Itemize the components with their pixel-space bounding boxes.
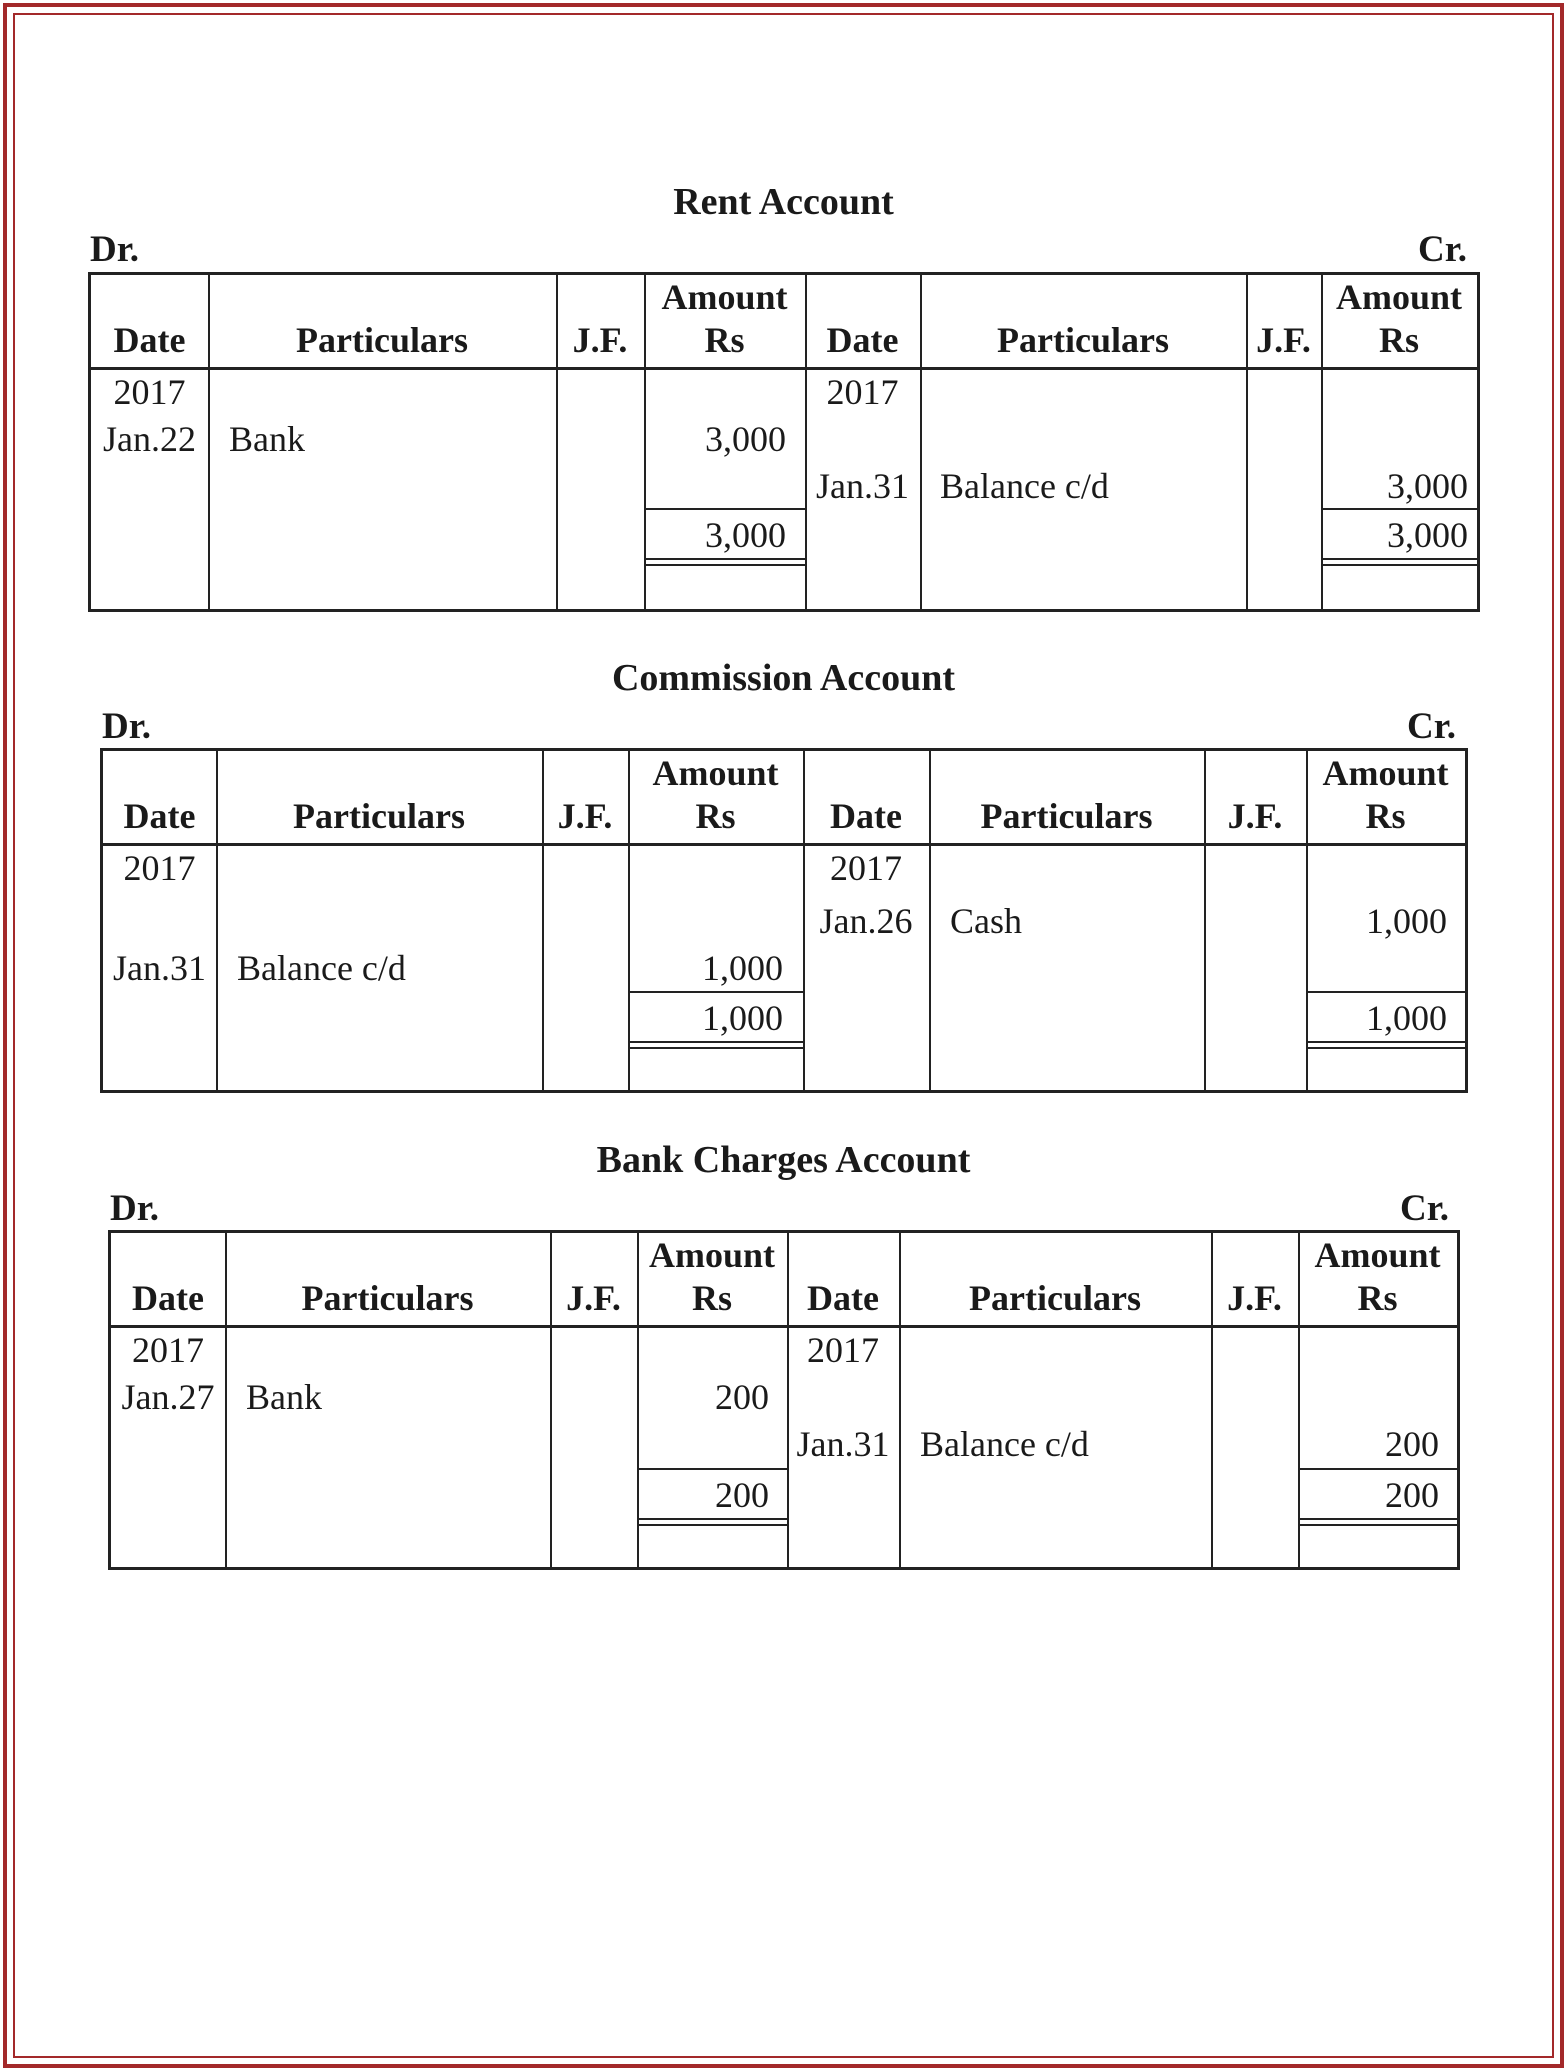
header-rs-dr: Rs [704,320,745,360]
header-amount-cr: Amount [1322,753,1449,793]
header-rs-dr: Rs [695,796,736,836]
credit-particulars: Balance c/d [940,466,1109,506]
debit-year: 2017 [123,848,196,888]
dr-label: Dr. [90,229,139,270]
dr-label: Dr. [102,706,151,747]
credit-particulars: Cash [950,901,1022,941]
account-title: Commission Account [611,657,956,699]
header-date-dr: Date [113,320,186,360]
header-jf-cr: J.F. [1227,796,1283,836]
credit-particulars: Balance c/d [920,1424,1089,1464]
cr-label: Cr. [1418,229,1467,270]
credit-amount: 1,000 [1366,901,1447,941]
header-date-dr: Date [123,796,196,836]
debit-amount: 200 [715,1377,769,1417]
debit-date: Jan.31 [113,948,206,988]
credit-amount: 3,000 [1387,466,1468,506]
debit-amount: 1,000 [702,948,783,988]
header-rs-cr: Rs [1357,1278,1398,1318]
credit-year: 2017 [807,1330,879,1370]
debit-particulars: Bank [246,1377,322,1417]
header-jf-cr: J.F. [1256,320,1311,360]
cr-label: Cr. [1407,706,1456,747]
header-particulars-dr: Particulars [296,320,468,360]
header-amount-cr: Amount [1314,1235,1441,1275]
header-particulars-cr: Particulars [980,796,1153,836]
cr-label: Cr. [1400,1188,1449,1229]
debit-date: Jan.27 [121,1377,215,1417]
header-date-cr: Date [830,796,902,836]
credit-total: 200 [1385,1475,1439,1515]
ledger-table [108,1230,1460,1570]
header-date-cr: Date [826,320,899,360]
credit-total: 1,000 [1366,998,1447,1038]
debit-total: 200 [715,1475,769,1515]
header-jf-dr: J.F. [572,320,628,360]
dr-label: Dr. [110,1188,159,1229]
header-particulars-cr: Particulars [997,320,1169,360]
header-date-cr: Date [807,1278,879,1318]
debit-total: 3,000 [705,515,786,555]
header-particulars-cr: Particulars [969,1278,1141,1318]
account-title: Rent Account [673,181,894,223]
header-amount-dr: Amount [652,753,779,793]
header-amount-cr: Amount [1335,277,1463,317]
header-jf-cr: J.F. [1227,1278,1282,1318]
debit-year: 2017 [113,372,186,412]
header-amount-dr: Amount [648,1235,776,1275]
header-particulars-dr: Particulars [293,796,465,836]
header-jf-dr: J.F. [566,1278,621,1318]
header-jf-dr: J.F. [557,796,613,836]
credit-total: 3,000 [1387,515,1468,555]
header-date-dr: Date [132,1278,204,1318]
header-rs-dr: Rs [691,1278,732,1318]
debit-total: 1,000 [702,998,783,1038]
account-title: Bank Charges Account [596,1139,971,1181]
header-rs-cr: Rs [1378,320,1419,360]
credit-date: Jan.31 [816,466,909,506]
debit-particulars: Balance c/d [237,948,406,988]
credit-date: Jan.26 [819,901,913,941]
credit-amount: 200 [1385,1424,1439,1464]
credit-year: 2017 [826,372,899,412]
debit-amount: 3,000 [705,419,786,459]
credit-date: Jan.31 [796,1424,890,1464]
debit-particulars: Bank [229,419,305,459]
header-particulars-dr: Particulars [301,1278,474,1318]
header-rs-cr: Rs [1365,796,1406,836]
debit-year: 2017 [132,1330,204,1370]
header-amount-dr: Amount [661,277,788,317]
credit-year: 2017 [830,848,902,888]
debit-date: Jan.22 [103,419,196,459]
